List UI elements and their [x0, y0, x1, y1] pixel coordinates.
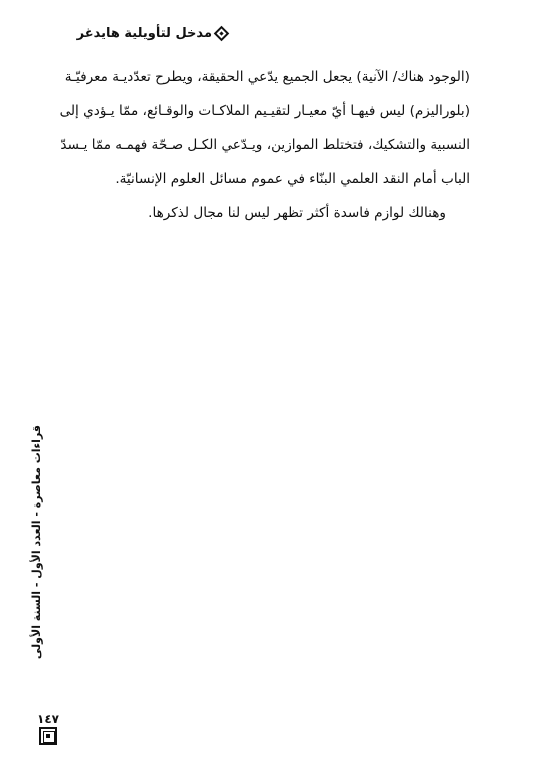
paragraph-line-4: الباب أمام النقد العلمي البنّاء في عموم مسائل العلوم الإنسانيّة.: [115, 171, 470, 187]
body-text: [59, 60, 470, 230]
diamond-icon: [214, 26, 230, 42]
paragraph-line-5: وهنالك لوازم فاسدة أكثر تظهر ليس لنا مجال لذكرها.: [148, 205, 446, 221]
header-title: مدخل لتأويلية هايدغر: [76, 26, 212, 41]
paragraph-line-1: (الوجود هناك/ الآنية) يجعل الجميع يدّعي الحقيقة، ويطرح تعدّديـة معرفيّـة: [64, 69, 470, 85]
square-logo-icon: [39, 727, 57, 745]
paragraph-line-3: النسبية والتشكيك، فتختلط الموازين، ويـدّعي الكـل صـحّة فهمـه ممّا يـسدّ: [60, 137, 470, 153]
running-header: [77, 26, 227, 41]
page-number: ١٤٧: [37, 712, 59, 726]
journal-sidebar-label: قراءات معاصرة - العدد الأول - السنة الأولى: [30, 425, 43, 660]
paragraph-line-2: (بلوراليزم) ليس فيهـا أيّ معيـار لتقيـيم الملاكـات والوقـائع، ممّا يـؤدي إلى: [59, 103, 470, 119]
page-footer: [37, 712, 59, 745]
